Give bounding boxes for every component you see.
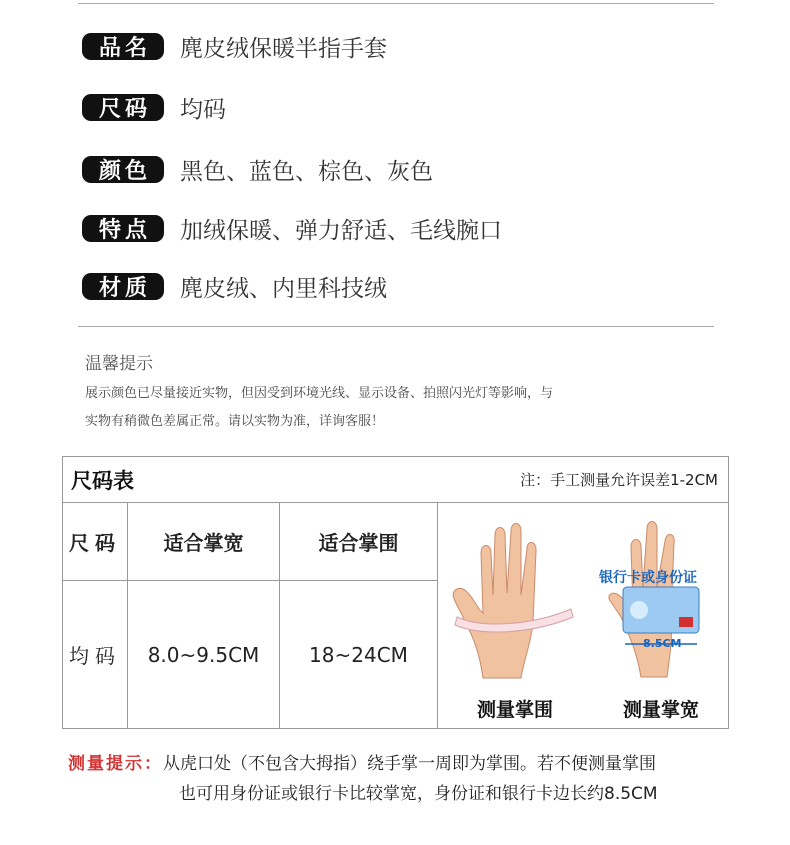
top-divider — [78, 3, 714, 4]
tips-body — [85, 380, 630, 436]
measure-tip-text-1: 从虎口处（不包含大拇指）绕手掌一周即为掌围。若不便测量掌围 — [163, 754, 656, 774]
caption-palm-girth: 测量掌围 — [477, 699, 554, 721]
card-logo — [679, 617, 693, 627]
spec-value: 均码 — [180, 96, 226, 123]
spec-value: 黑色、蓝色、棕色、灰色 — [180, 158, 433, 185]
size-table — [62, 456, 729, 729]
spec-row-size — [82, 92, 226, 122]
measure-tip-label: 测量提示： — [68, 754, 163, 774]
cell-size: 均码 — [69, 644, 121, 668]
measure-tip — [68, 749, 658, 809]
spec-value: 加绒保暖、弹力舒适、毛线腕口 — [180, 217, 502, 244]
tips-line-2: 实物有稍微色差属正常。请以实物为准，详询客服！ — [85, 414, 385, 429]
header-size: 尺码 — [69, 531, 121, 555]
spec-row-color — [82, 154, 433, 184]
header-palm-girth: 适合掌围 — [318, 531, 399, 555]
measure-tip-line-1 — [68, 749, 658, 779]
card-label: 银行卡或身份证 — [599, 570, 697, 586]
hand-card-illustration — [581, 517, 731, 682]
caption-palm-width: 测量掌宽 — [623, 699, 700, 721]
cell-palm-girth: 18~24CM — [309, 642, 408, 667]
cell-palm-width: 8.0~9.5CM — [147, 642, 260, 667]
card-measure-label: 8.5CM — [643, 637, 682, 650]
table-rule — [437, 502, 438, 728]
spec-label: 颜色 — [82, 156, 164, 183]
size-table-note: 注：手工测量允许误差1-2CM — [520, 471, 718, 489]
spec-label: 品名 — [82, 33, 164, 60]
tips-line-1: 展示颜色已尽量接近实物，但因受到环境光线、显示设备、拍照闪光灯等影响，与 — [85, 386, 554, 401]
spec-label: 尺码 — [82, 94, 164, 121]
spec-label: 材质 — [82, 273, 164, 300]
middle-divider — [78, 326, 714, 327]
spec-value: 麂皮绒保暖半指手套 — [180, 35, 387, 62]
spec-row-feature — [82, 213, 502, 243]
hand-shape — [453, 524, 536, 679]
spec-row-material — [82, 271, 387, 301]
size-table-title: 尺码表 — [71, 469, 134, 493]
spec-value: 麂皮绒、内里科技绒 — [180, 275, 387, 302]
measure-tip-line-2: 也可用身份证或银行卡比较掌宽，身份证和银行卡边长约8.5CM — [179, 784, 658, 804]
spec-row-name — [82, 31, 387, 61]
header-palm-width: 适合掌宽 — [163, 531, 244, 555]
tips-title: 温馨提示 — [85, 354, 153, 374]
spec-label: 特点 — [82, 215, 164, 242]
card-emblem — [630, 601, 648, 619]
hand-tape-illustration — [443, 513, 583, 683]
